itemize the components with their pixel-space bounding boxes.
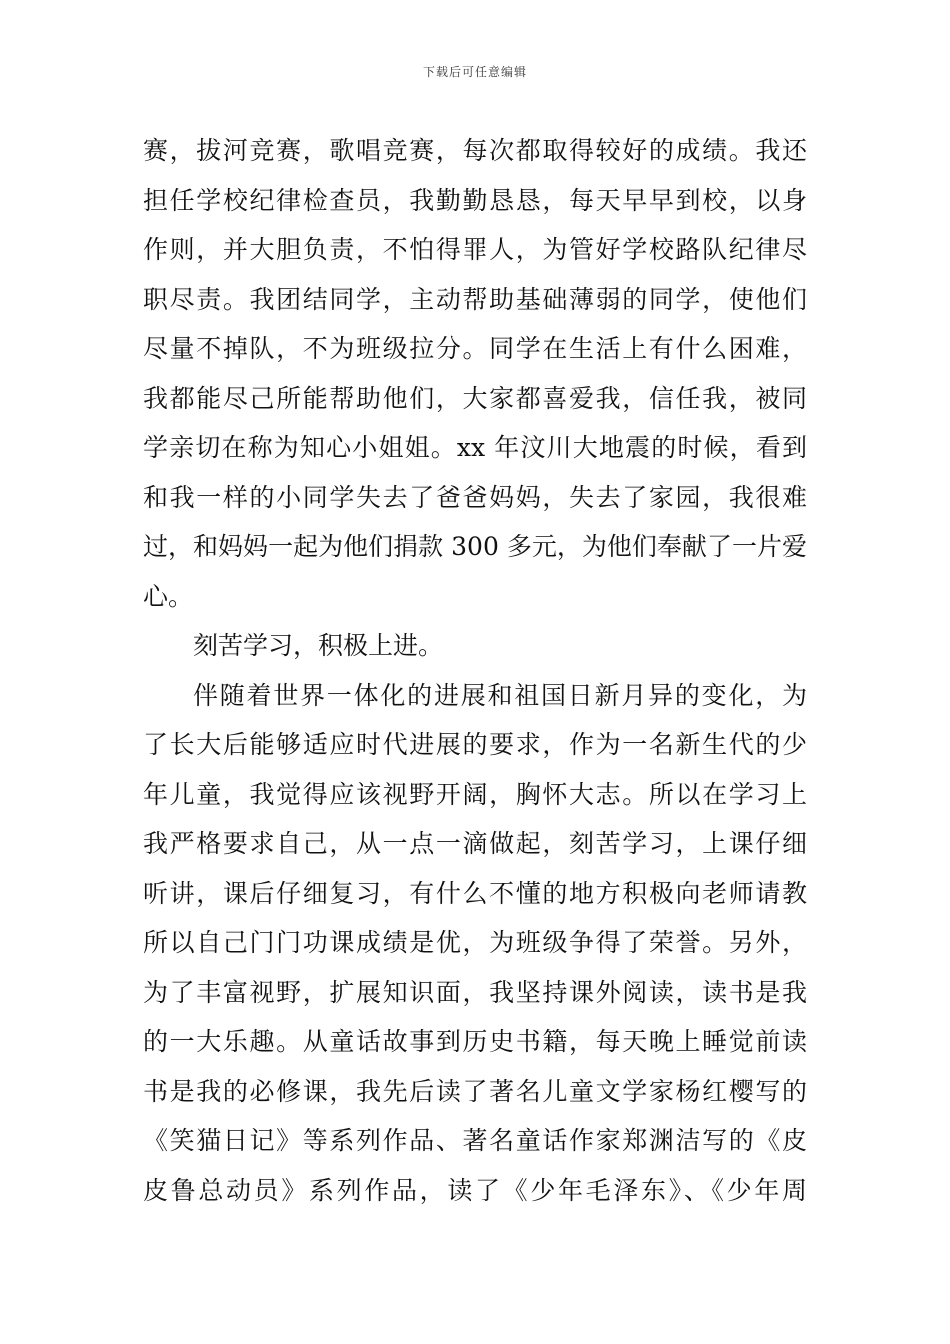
text-line: 我严格要求自己，从一点一滴做起，刻苦学习，上课仔细 <box>143 829 807 858</box>
text-line: 书是我的必修课，我先后读了著名儿童文学家杨红樱写的 <box>143 1076 807 1106</box>
text-line: 的一大乐趣。从童话故事到历史书籍，每天晚上睡觉前读 <box>143 1027 807 1056</box>
text-line: 伴随着世界一体化的进展和祖国日新月异的变化，为 <box>193 680 807 710</box>
text-line: 职尽责。我团结同学，主动帮助基础薄弱的同学，使他们 <box>143 284 807 314</box>
section-heading: 刻苦学习，积极上进。 <box>193 631 444 660</box>
text-line: 我都能尽己所能帮助他们，大家都喜爱我，信任我，被同 <box>143 383 807 413</box>
text-line: 过，和妈妈一起为他们捐款 300 多元，为他们奉献了一片爱 <box>143 532 807 561</box>
text-line: 皮鲁总动员》系列作品，读了《少年毛泽东》、《少年周 <box>143 1175 807 1205</box>
text-line: 为了丰富视野，扩展知识面，我坚持课外阅读，读书是我 <box>143 977 807 1007</box>
page-header: 下载后可任意编辑 <box>422 65 527 79</box>
text-line: 年儿童，我觉得应该视野开阔，胸怀大志。所以在学习上 <box>143 779 807 809</box>
text-line: 学亲切在称为知心小姐姐。xx 年汶川大地震的时候，看到 <box>143 433 807 462</box>
text-line: 《笑猫日记》等系列作品、著名童话作家郑渊洁写的《皮 <box>143 1126 807 1155</box>
text-line: 尽量不掉队，不为班级拉分。同学在生活上有什么困难， <box>143 334 807 363</box>
text-line: 担任学校纪律检查员，我勤勤恳恳，每天早早到校，以身 <box>143 185 807 215</box>
text-line: 和我一样的小同学失去了爸爸妈妈，失去了家园，我很难 <box>143 482 807 512</box>
text-line: 赛，拔河竞赛，歌唱竞赛，每次都取得较好的成绩。我还 <box>143 136 807 165</box>
text-line: 了长大后能够适应时代进展的要求，作为一名新生代的少 <box>143 730 807 759</box>
text-line: 心。 <box>143 581 194 611</box>
text-line: 所以自己门门功课成绩是优，为班级争得了荣誉。另外， <box>143 928 807 957</box>
text-line: 作则，并大胆负责，不怕得罪人，为管好学校路队纪律尽 <box>143 235 807 264</box>
text-line: 听讲，课后仔细复习，有什么不懂的地方积极向老师请教 <box>143 878 807 908</box>
document-body <box>143 126 807 1215</box>
